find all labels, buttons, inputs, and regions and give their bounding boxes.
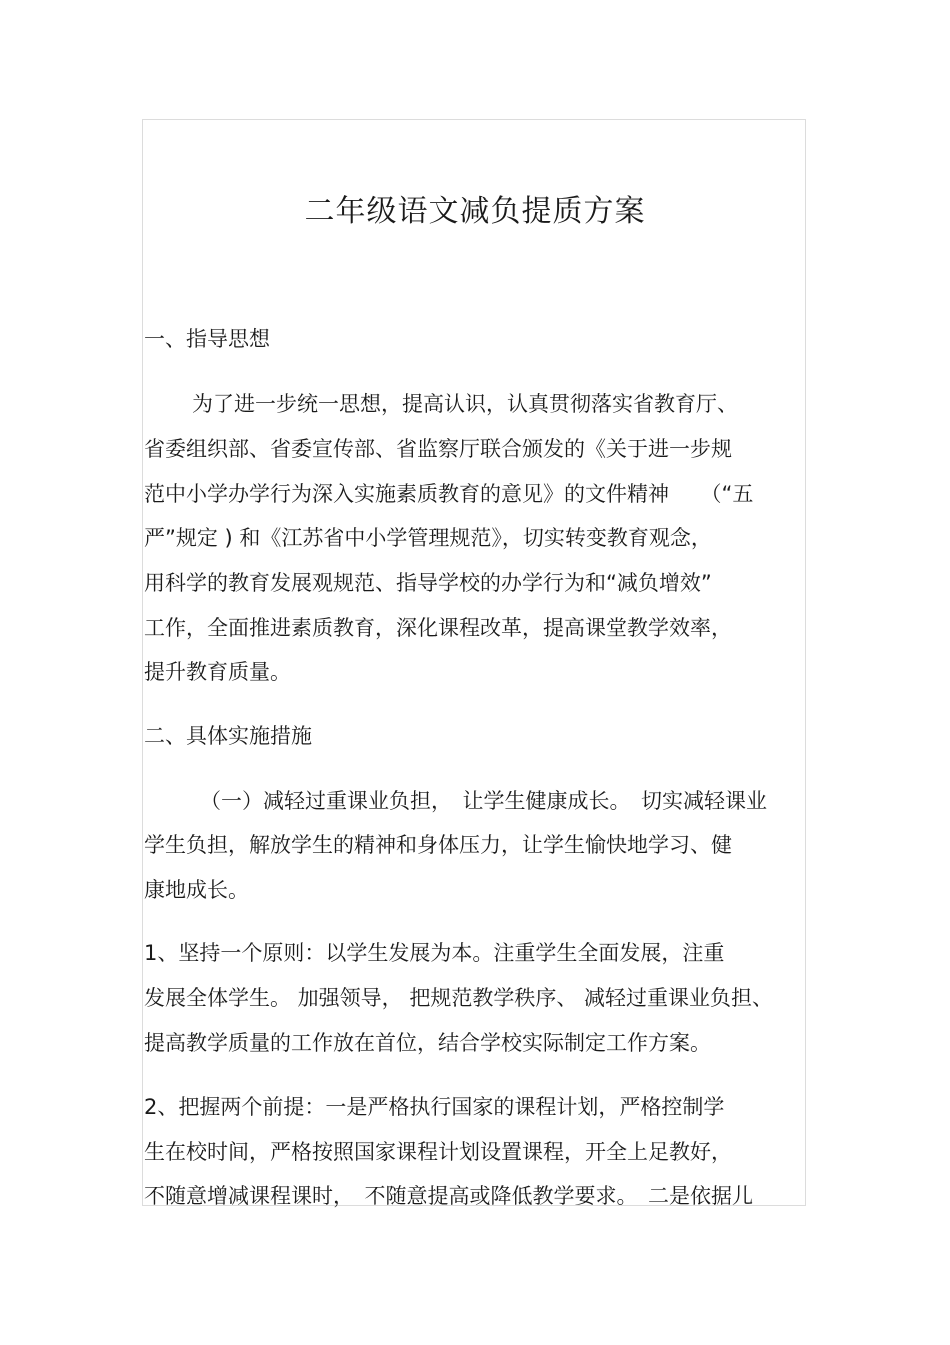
paragraph-line: 范中小学办学行为深入实施素质教育的意见》的文件精神 （“五 (144, 482, 754, 506)
paragraph-line: 为了进一步统一思想，提高认识，认真贯彻落实省教育厅、 (192, 392, 738, 416)
paragraph-line: 1、坚持一个原则：以学生发展为本。注重学生全面发展，注重 (144, 941, 725, 965)
paragraph-line: 工作，全面推进素质教育，深化课程改革，提高课堂教学效率， (144, 616, 732, 640)
paragraph-line: 用科学的教育发展观规范、指导学校的办学行为和“减负增效” (144, 571, 712, 595)
paragraph-line: 提升教育质量。 (144, 660, 291, 684)
paragraph-line: 康地成长。 (144, 878, 249, 902)
paragraph-line: 生在校时间，严格按照国家课程计划设置课程，开全上足教好， (144, 1140, 732, 1164)
section-heading-measures: 二、具体实施措施 (144, 724, 312, 748)
paragraph-line: 严”规定 ) 和《江苏省中小学管理规范》，切实转变教育观念， (144, 526, 712, 550)
paragraph-line: 学生负担，解放学生的精神和身体压力，让学生愉快地学习、健 (144, 833, 732, 857)
paragraph-line: （一）减轻过重课业负担， 让学生健康成长。 切实减轻课业 (200, 789, 767, 813)
paragraph-line: 不随意增减课程课时， 不随意提高或降低教学要求。 二是依据儿 (144, 1184, 753, 1208)
paragraph-line: 发展全体学生。 加强领导， 把规范教学秩序、 减轻过重课业负担、 (144, 986, 774, 1010)
section-heading-guiding-ideology: 一、指导思想 (144, 327, 270, 351)
document-title: 二年级语文减负提质方案 (304, 194, 646, 229)
paragraph-line: 提高教学质量的工作放在首位，结合学校实际制定工作方案。 (144, 1031, 711, 1055)
paragraph-line: 2、把握两个前提：一是严格执行国家的课程计划，严格控制学 (144, 1095, 725, 1119)
paragraph-line: 省委组织部、省委宣传部、省监察厅联合颁发的《关于进一步规 (144, 437, 732, 461)
